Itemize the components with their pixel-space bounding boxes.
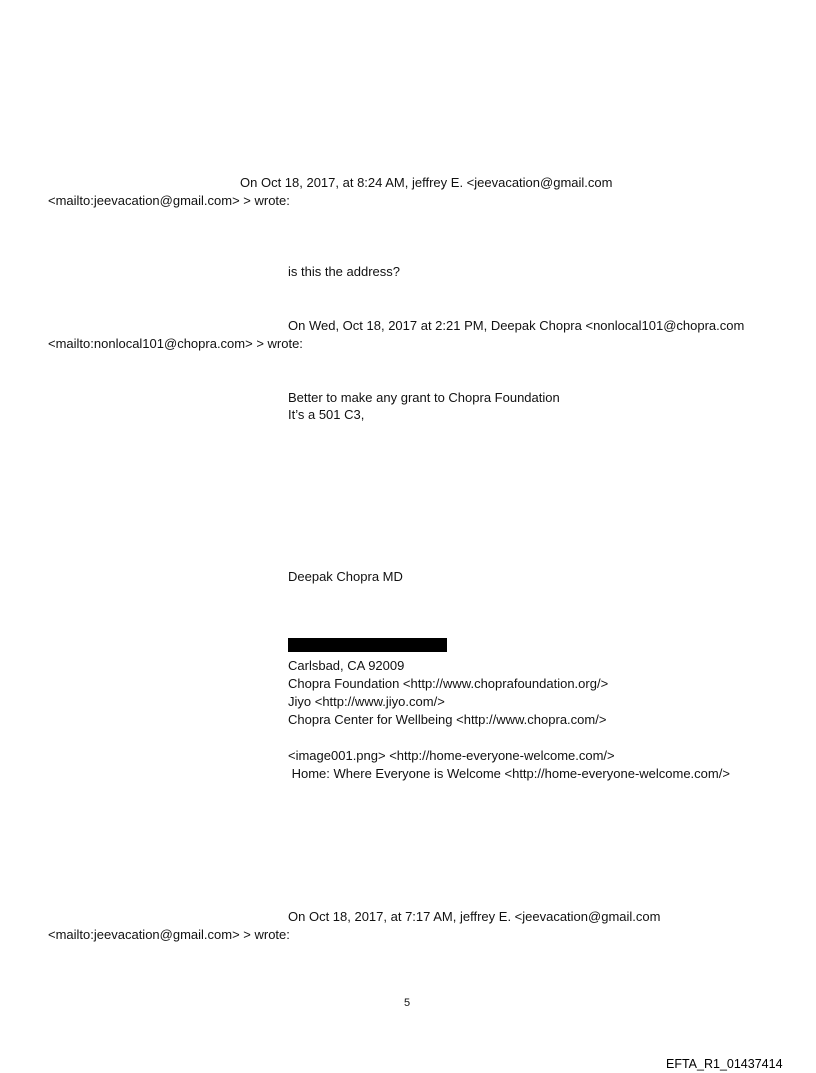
redaction-bar (288, 638, 447, 652)
email-header-2-line-1: On Wed, Oct 18, 2017 at 2:21 PM, Deepak Chopra <nonlocal101@chopra.com (288, 318, 745, 333)
email-body-line-1: Better to make any grant to Chopra Foundation (288, 390, 560, 405)
signature-link-foundation: Chopra Foundation <http://www.choprafoundation.org/> (288, 676, 609, 691)
email-header-1-line-1: On Oct 18, 2017, at 8:24 AM, jeffrey E. <jeevacation@gmail.com (240, 175, 613, 190)
email-header-3-line-1: On Oct 18, 2017, at 7:17 AM, jeffrey E. <jeevacation@gmail.com (288, 909, 661, 924)
signature-image-line: <image001.png> <http://home-everyone-welcome.com/> (288, 748, 615, 763)
signature-home-line: Home: Where Everyone is Welcome <http://home-everyone-welcome.com/> (288, 766, 730, 781)
bates-number: EFTA_R1_01437414 (666, 1057, 783, 1071)
email-header-1-line-2: <mailto:jeevacation@gmail.com> > wrote: (48, 193, 290, 208)
signature-address: Carlsbad, CA 92009 (288, 658, 405, 673)
email-body-line-2: It’s a 501 C3, (288, 407, 365, 422)
page-number: 5 (404, 997, 411, 1009)
email-header-2-line-2: <mailto:nonlocal101@chopra.com> > wrote: (48, 336, 303, 351)
signature-name: Deepak Chopra MD (288, 569, 403, 584)
signature-link-chopra-center: Chopra Center for Wellbeing <http://www.chopra.com/> (288, 712, 607, 727)
signature-link-jiyo: Jiyo <http://www.jiyo.com/> (288, 694, 445, 709)
email-header-3-line-2: <mailto:jeevacation@gmail.com> > wrote: (48, 927, 290, 942)
email-question: is this the address? (288, 264, 401, 279)
